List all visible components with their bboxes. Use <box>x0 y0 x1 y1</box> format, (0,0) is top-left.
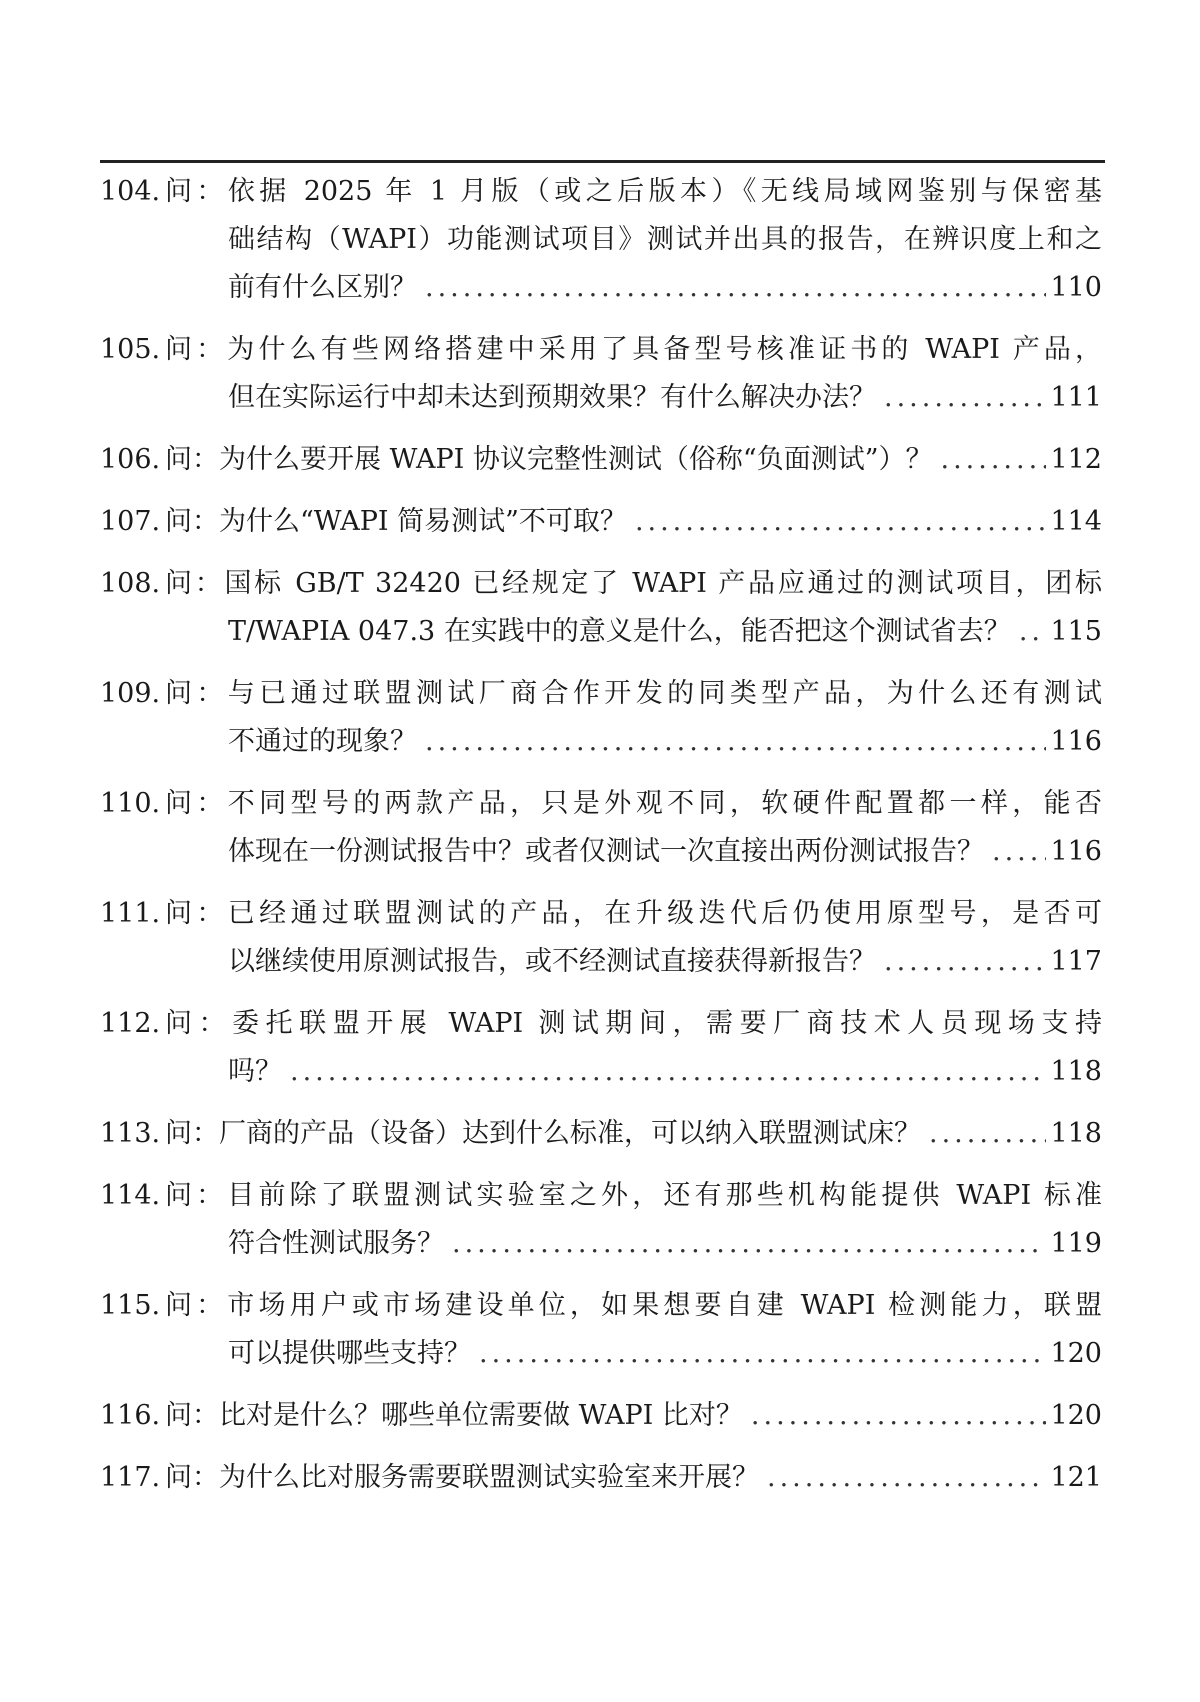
entry-title-text: 问：不同型号的两款产品，只是外观不同，软硬件配置都一样，能否 <box>165 788 1102 819</box>
toc-entry[interactable] <box>100 1454 1108 1502</box>
entry-title <box>165 436 1108 484</box>
dot-leader <box>884 374 1046 422</box>
page-number: 116 <box>1050 726 1102 757</box>
toc-entry[interactable] <box>100 1110 1108 1158</box>
entry-title-text: 问：厂商的产品（设备）达到什么标准，可以纳入联盟测试床？ <box>165 1118 921 1149</box>
toc-entry[interactable] <box>100 436 1108 484</box>
entry-title-text: 问：为什么比对服务需要联盟测试实验室来开展？ <box>165 1462 759 1493</box>
entry-title <box>165 326 1108 422</box>
entry-title-line <box>228 264 1102 312</box>
toc-entry[interactable] <box>100 168 1108 312</box>
entry-title-line <box>228 1330 1102 1378</box>
dot-leader <box>929 1110 1046 1158</box>
entry-number: 107. <box>100 506 161 537</box>
entry-title <box>165 1000 1108 1096</box>
entry-number: 108. <box>100 568 161 599</box>
entry-title-text: 问：与已通过联盟测试厂商合作开发的同类型产品，为什么还有测试 <box>165 678 1102 709</box>
entry-title-text: 问：依据 2025 年 1 月版（或之后版本）《无线局域网鉴别与保密基 <box>165 176 1102 207</box>
dot-leader <box>767 1454 1046 1502</box>
toc-entry[interactable] <box>100 1282 1108 1378</box>
page-number: 119 <box>1050 1228 1102 1259</box>
entry-title-text: 不通过的现象？ <box>228 726 417 757</box>
toc-entry[interactable] <box>100 890 1108 986</box>
dot-leader <box>452 1220 1046 1268</box>
entry-title-text: 问：比对是什么？哪些单位需要做 WAPI 比对？ <box>165 1400 743 1431</box>
entry-title-text: 以继续使用原测试报告，或不经测试直接获得新报告？ <box>228 946 876 977</box>
page-number: 115 <box>1050 616 1102 647</box>
entry-title <box>165 1392 1108 1440</box>
entry-title-text: 符合性测试服务？ <box>228 1228 444 1259</box>
entry-title-line <box>165 1282 1102 1330</box>
entry-title <box>165 1282 1108 1378</box>
dot-leader <box>290 1048 1046 1096</box>
entry-title-line <box>228 828 1102 876</box>
entry-title <box>165 560 1108 656</box>
entry-title-line <box>165 670 1102 718</box>
dot-leader <box>425 264 1046 312</box>
toc-entry[interactable] <box>100 1172 1108 1268</box>
entry-title-line <box>228 608 1102 656</box>
dot-leader <box>425 718 1046 766</box>
entry-title-text: 础结构（WAPI）功能测试项目》测试并出具的报告，在辨识度上和之 <box>228 224 1102 255</box>
page-number: 118 <box>1050 1056 1102 1087</box>
entry-title-line <box>165 436 1102 484</box>
toc-entry[interactable] <box>100 326 1108 422</box>
entry-number: 104. <box>100 176 161 207</box>
page-number: 111 <box>1050 382 1102 413</box>
dot-leader <box>479 1330 1046 1378</box>
entry-number: 106. <box>100 444 161 475</box>
entry-title-line <box>165 780 1102 828</box>
entry-title-line <box>165 498 1102 546</box>
entry-title-text: 可以提供哪些支持？ <box>228 1338 471 1369</box>
header-rule <box>100 160 1105 163</box>
entry-title-text: 问：市场用户或市场建设单位，如果想要自建 WAPI 检测能力，联盟 <box>165 1290 1102 1321</box>
entry-title-line <box>165 1454 1102 1502</box>
entry-title-text: 体现在一份测试报告中？或者仅测试一次直接出两份测试报告？ <box>228 836 984 867</box>
dot-leader <box>941 436 1047 484</box>
entry-title-line <box>165 1392 1102 1440</box>
entry-title-line <box>165 1172 1102 1220</box>
entry-title <box>165 498 1108 546</box>
entry-title-line <box>165 326 1102 374</box>
toc-entry[interactable] <box>100 560 1108 656</box>
entry-number: 115. <box>100 1290 161 1321</box>
page-number: 121 <box>1050 1462 1102 1493</box>
page-number: 114 <box>1050 506 1102 537</box>
entry-title-line <box>228 718 1102 766</box>
entry-title-text: 前有什么区别？ <box>228 272 417 303</box>
entry-title-text: 问：委托联盟开展 WAPI 测试期间，需要厂商技术人员现场支持 <box>165 1008 1102 1039</box>
dot-leader <box>751 1392 1047 1440</box>
entry-title <box>165 780 1108 876</box>
dot-leader <box>635 498 1047 546</box>
entry-number: 105. <box>100 334 161 365</box>
page-number: 118 <box>1050 1118 1102 1149</box>
entry-title-text: 但在实际运行中却未达到预期效果？有什么解决办法？ <box>228 382 876 413</box>
page-number: 117 <box>1050 946 1102 977</box>
page-number: 120 <box>1050 1400 1102 1431</box>
entry-title-text: 问：为什么要开展 WAPI 协议完整性测试（俗称“负面测试”）？ <box>165 444 933 475</box>
entry-title-line <box>165 1000 1102 1048</box>
entry-title-line <box>228 1048 1102 1096</box>
entry-number: 111. <box>100 898 161 929</box>
entry-title <box>165 1454 1108 1502</box>
entry-title-line <box>228 374 1102 422</box>
entry-title <box>165 1172 1108 1268</box>
entry-number: 109. <box>100 678 161 709</box>
entry-title <box>165 1110 1108 1158</box>
entry-title-line <box>228 1220 1102 1268</box>
toc-entry[interactable] <box>100 780 1108 876</box>
entry-title-text: 吗？ <box>228 1056 282 1087</box>
entry-number: 110. <box>100 788 161 819</box>
entry-number: 116. <box>100 1400 161 1431</box>
page-number: 110 <box>1050 272 1102 303</box>
toc-entry[interactable] <box>100 1000 1108 1096</box>
entry-title <box>165 890 1108 986</box>
dot-leader <box>992 828 1046 876</box>
entry-title <box>165 168 1108 312</box>
entry-title-line <box>165 890 1102 938</box>
dot-leader <box>1019 608 1047 656</box>
entry-number: 113. <box>100 1118 161 1149</box>
table-of-contents <box>100 168 1108 1516</box>
entry-number: 112. <box>100 1008 161 1039</box>
entry-number: 114. <box>100 1180 161 1211</box>
entry-title-text: 问：为什么“WAPI 简易测试”不可取？ <box>165 506 627 537</box>
entry-title-line <box>228 216 1102 264</box>
page-number: 116 <box>1050 836 1102 867</box>
dot-leader <box>884 938 1046 986</box>
entry-title-line <box>228 938 1102 986</box>
entry-title-text: 问：国标 GB/T 32420 已经规定了 WAPI 产品应通过的测试项目，团标 <box>165 568 1102 599</box>
entry-number: 117. <box>100 1462 161 1493</box>
toc-entry[interactable] <box>100 498 1108 546</box>
toc-entry[interactable] <box>100 670 1108 766</box>
entry-title-text: 问：目前除了联盟测试实验室之外，还有那些机构能提供 WAPI 标准 <box>165 1180 1102 1211</box>
page-number: 120 <box>1050 1338 1102 1369</box>
entry-title-text: 问：已经通过联盟测试的产品，在升级迭代后仍使用原型号，是否可 <box>165 898 1102 929</box>
page-number: 112 <box>1050 444 1102 475</box>
entry-title-text: T/WAPIA 047.3 在实践中的意义是什么，能否把这个测试省去？ <box>228 616 1011 647</box>
toc-entry[interactable] <box>100 1392 1108 1440</box>
entry-title-line <box>165 560 1102 608</box>
entry-title <box>165 670 1108 766</box>
entry-title-text: 问：为什么有些网络搭建中采用了具备型号核准证书的 WAPI 产品， <box>165 334 1102 365</box>
entry-title-line <box>165 1110 1102 1158</box>
entry-title-line <box>165 168 1102 216</box>
